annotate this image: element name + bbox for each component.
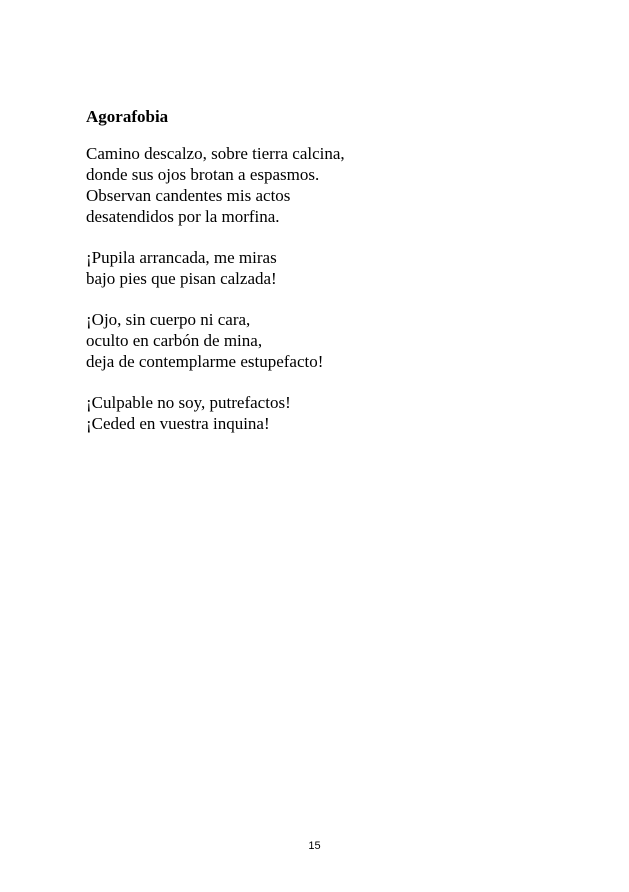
poem-line: ¡Pupila arrancada, me miras	[86, 248, 277, 267]
poem-line: desatendidos por la morfina.	[86, 207, 280, 226]
poem-line: bajo pies que pisan calzada!	[86, 269, 277, 288]
poem-line: deja de contemplarme estupefacto!	[86, 352, 324, 371]
poem	[86, 106, 566, 454]
poem-line: oculto en carbón de mina,	[86, 331, 263, 350]
page-number: 15	[308, 840, 321, 852]
stanza-2	[86, 247, 566, 289]
poem-line: ¡Ojo, sin cuerpo ni cara,	[86, 310, 251, 329]
poem-line: Camino descalzo, sobre tierra calcina,	[86, 144, 345, 163]
poem-line: ¡Culpable no soy, putrefactos!	[86, 393, 291, 412]
stanza-3	[86, 309, 566, 372]
stanza-4	[86, 392, 566, 434]
poem-line: Observan candentes mis actos	[86, 186, 291, 205]
poem-line: donde sus ojos brotan a espasmos.	[86, 165, 320, 184]
stanza-1	[86, 143, 566, 227]
poem-line: ¡Ceded en vuestra inquina!	[86, 414, 270, 433]
poem-title: Agorafobia	[86, 107, 169, 126]
